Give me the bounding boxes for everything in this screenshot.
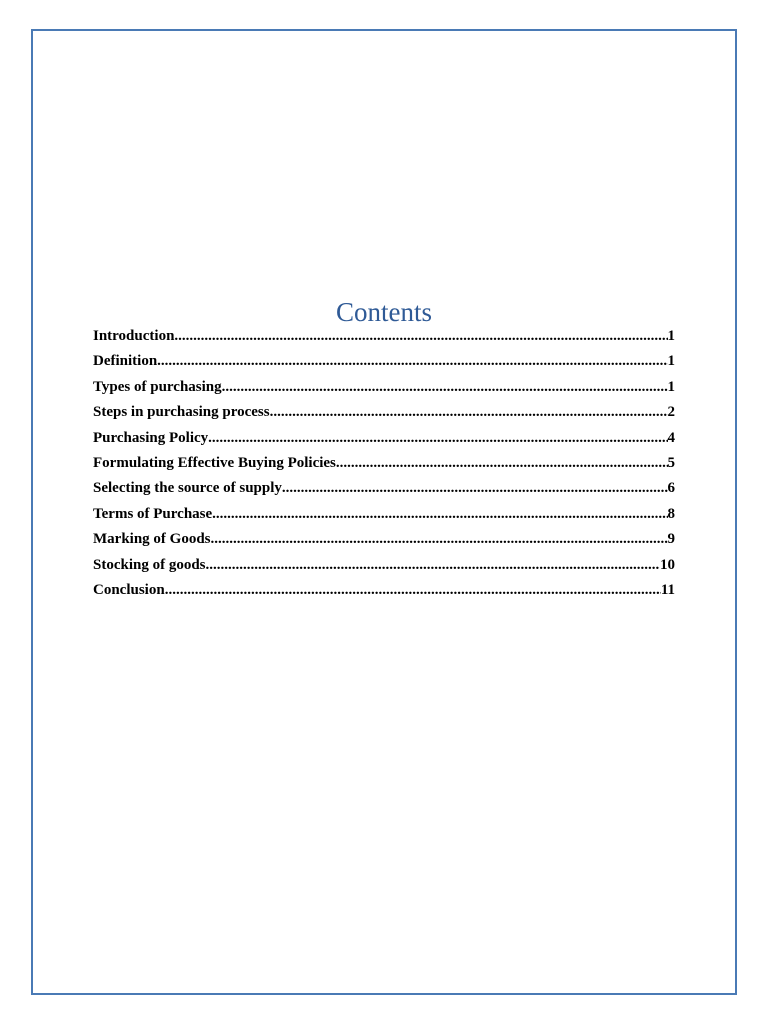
toc-entry-purchasing-policy[interactable] [93, 430, 675, 455]
toc-entry-label: Steps in purchasing process [93, 404, 270, 421]
toc-entry-formulating-effective-buying-policies[interactable] [93, 455, 675, 480]
toc-entry-label: Introduction [93, 328, 175, 344]
toc-entry-types-of-purchasing[interactable] [93, 379, 675, 404]
toc-entry-label: Conclusion [93, 581, 165, 598]
toc-entry-definition[interactable] [93, 353, 675, 378]
toc-entry-page: 1 [667, 353, 675, 370]
toc-leader-dots [157, 353, 667, 370]
toc-entry-terms-of-purchase[interactable] [93, 506, 675, 531]
toc-leader-dots [222, 379, 668, 396]
toc-entry-label: Definition [93, 353, 158, 370]
toc-entry-label: Stocking of goods [93, 556, 206, 573]
toc-entry-stocking-of-goods[interactable] [93, 557, 675, 582]
toc-entry-page: 8 [667, 505, 675, 522]
toc-entry-page: 9 [667, 531, 675, 548]
toc-entry-page: 1 [667, 378, 675, 395]
toc-entry-page: 11 [660, 581, 675, 598]
toc-leader-dots [211, 531, 668, 548]
toc-leader-dots [336, 455, 668, 472]
table-of-contents [93, 296, 675, 607]
toc-entry-page: 4 [667, 429, 675, 446]
toc-leader-dots [206, 557, 660, 574]
toc-entry-label: Types of purchasing [93, 378, 222, 395]
toc-entry-steps-in-purchasing-process[interactable] [93, 404, 675, 429]
toc-entry-label: Marking of Goods [93, 531, 211, 548]
toc-entry-label: Terms of Purchase [93, 505, 213, 522]
toc-leader-dots [282, 480, 668, 497]
toc-leader-dots [212, 506, 667, 523]
toc-entry-page: 10 [660, 556, 675, 573]
toc-title: Contents [335, 297, 432, 327]
toc-leader-dots [270, 404, 668, 421]
toc-leader-dots [165, 582, 661, 599]
toc-entry-label: Formulating Effective Buying Policies [93, 454, 336, 471]
toc-list [93, 328, 675, 607]
toc-entry-introduction[interactable] [93, 328, 675, 353]
toc-entry-page: 6 [667, 480, 675, 497]
toc-entry-selecting-the-source-of-supply[interactable] [93, 480, 675, 505]
toc-entry-conclusion[interactable] [93, 582, 675, 607]
toc-entry-page: 2 [667, 404, 675, 421]
toc-entry-page: 1 [667, 328, 675, 344]
toc-leader-dots [208, 430, 667, 447]
toc-entry-page: 5 [667, 454, 675, 471]
toc-entry-label: Purchasing Policy [93, 429, 209, 446]
toc-entry-marking-of-goods[interactable] [93, 531, 675, 556]
toc-leader-dots [174, 328, 667, 345]
toc-entry-label: Selecting the source of supply [93, 480, 282, 497]
